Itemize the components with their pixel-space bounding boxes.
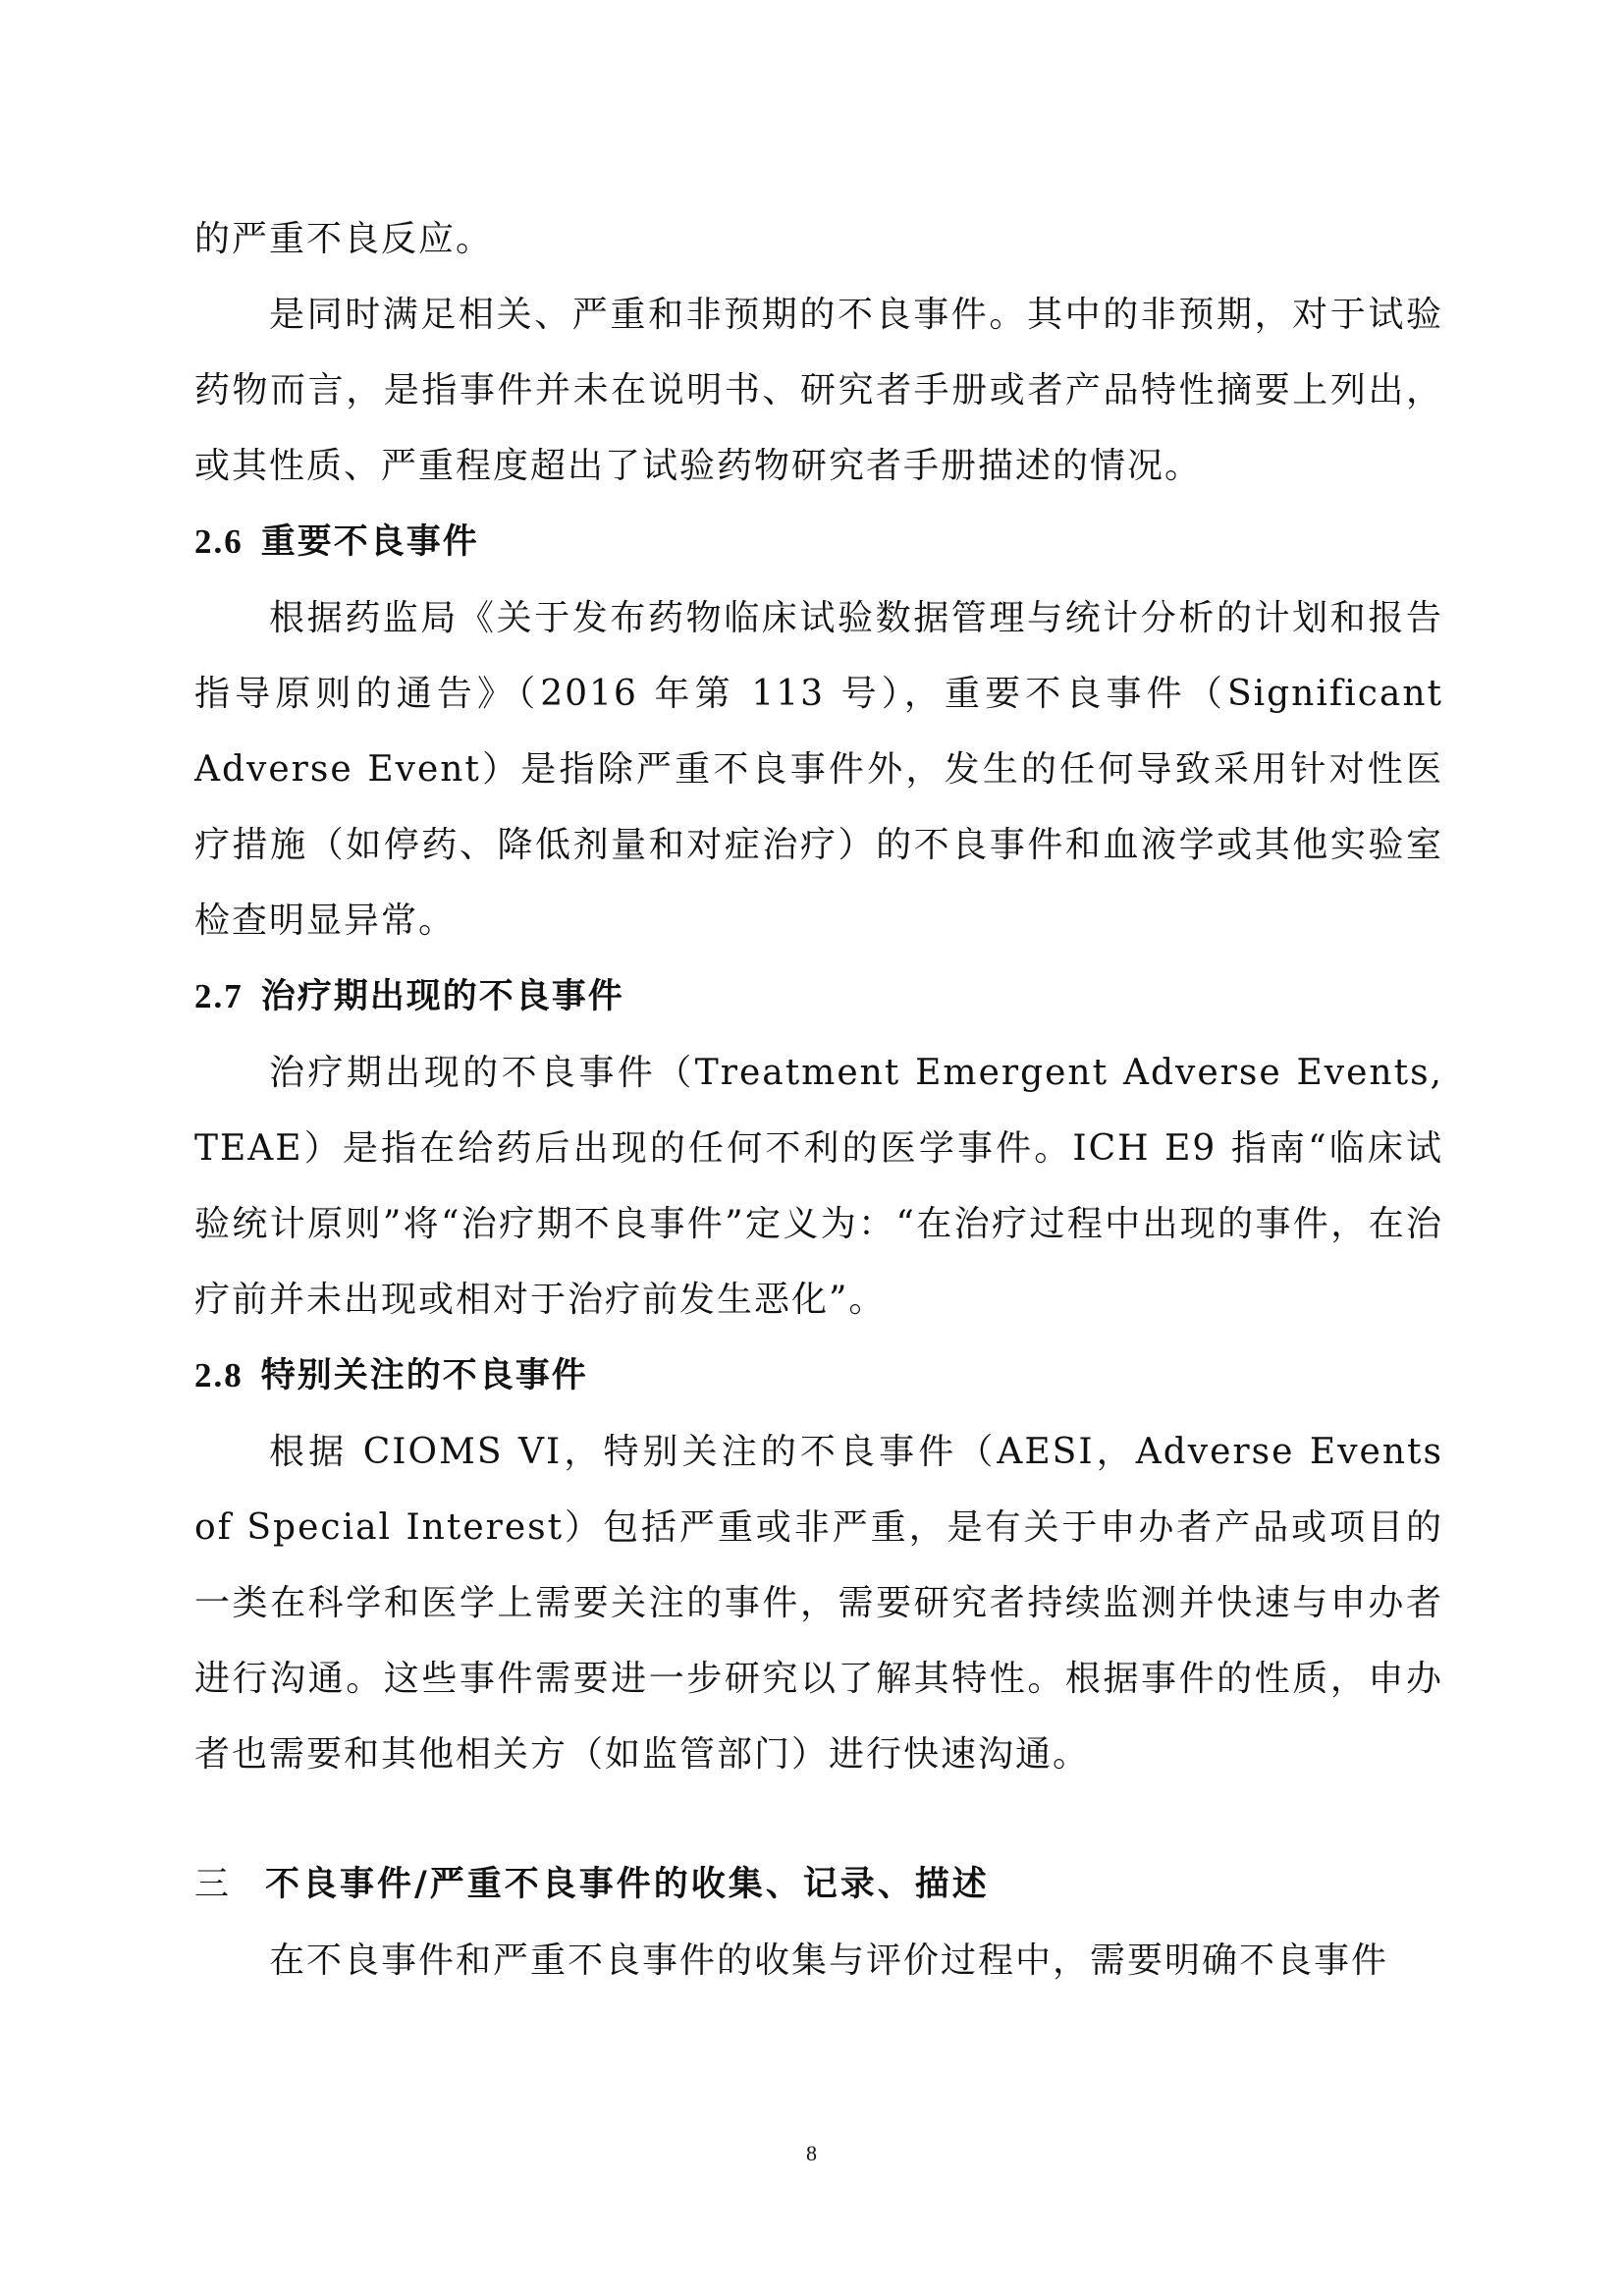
section-number: 2.6	[194, 522, 243, 561]
chapter-title: 不良事件/严重不良事件的收集、记录、描述	[265, 1865, 990, 1904]
paragraph-susar-definition: 是同时满足相关、严重和非预期的不良事件。其中的非预期，对于试验药物而言，是指事件并未在说明书、研究者手册或者产品特性摘要上列出，或其性质、严重程度超出了试验药物研究者手册描述的情况。	[194, 295, 1443, 486]
chapter-heading-3	[194, 1847, 1443, 1923]
page-content	[194, 201, 1443, 1998]
section-title: 治疗期出现的不良事件	[260, 977, 624, 1016]
paragraph-aesi: 根据 CIOMS VI，特别关注的不良事件（AESI，Adverse Events of Special Interest）包括严重或非严重，是有关于申办者产品或项目的一类在科学和医学上需要关注的事件，需要研究者持续监测并快速与申办者进行沟通。这些事件需要进一步研究以了解其特性。根据事件的性质，申办者也需要和其他相关方（如监管部门）进行快速沟通。	[194, 1432, 1443, 1775]
paragraph-significant-ae: 根据药监局《关于发布药物临床试验数据管理与统计分析的计划和报告指导原则的通告》（2016 年第 113 号），重要不良事件（Significant Adverse Event）是指除严重不良事件外，发生的任何导致采用针对性医疗措施（如停药、降低剂量和对症治疗）的不良事件和血液学或其他实验室检查明显异常。	[194, 598, 1443, 941]
section-number: 2.8	[194, 1356, 243, 1394]
section-title: 重要不良事件	[260, 522, 479, 562]
page-number: 8	[806, 2141, 817, 2165]
chapter-number: 三	[194, 1865, 233, 1904]
paragraph-collection-intro: 在不良事件和严重不良事件的收集与评价过程中，需要明确不良事件	[269, 1941, 1389, 1981]
section-title: 特别关注的不良事件	[260, 1356, 588, 1395]
paragraph-teae: 治疗期出现的不良事件（Treatment Emergent Adverse Events, TEAE）是指在给药后出现的任何不利的医学事件。ICH E9 指南“临床试验统计原则”将“治疗期不良事件”定义为：“在治疗过程中出现的事件，在治疗前并未出现或相对于治疗前发生恶化”。	[194, 1053, 1443, 1320]
section-number: 2.7	[194, 977, 243, 1015]
section-heading-2-6	[194, 504, 1443, 580]
paragraph-continuation: 的严重不良反应。	[194, 219, 494, 259]
section-heading-2-8	[194, 1338, 1443, 1414]
section-heading-2-7	[194, 958, 1443, 1035]
